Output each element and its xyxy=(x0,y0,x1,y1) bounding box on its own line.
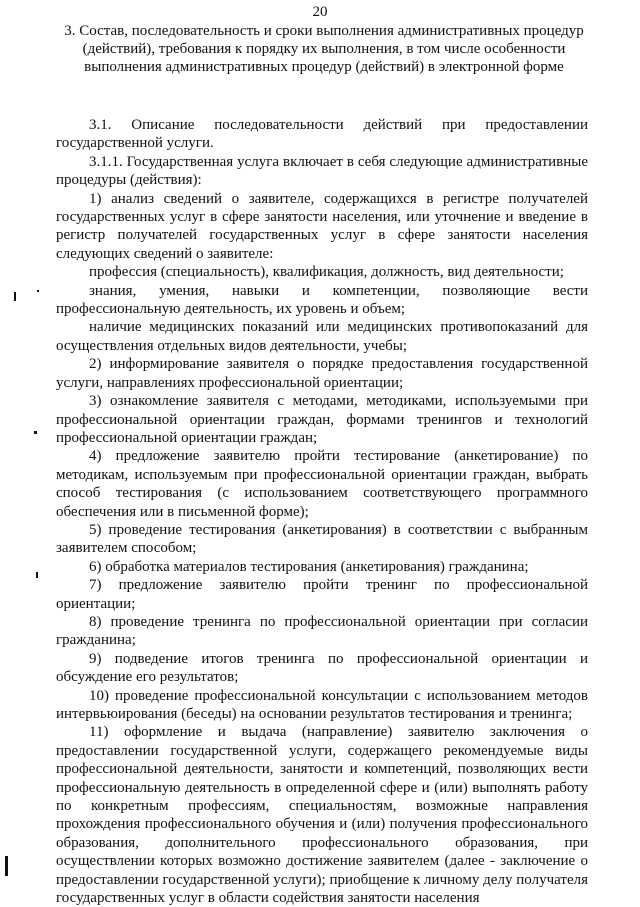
paragraph-3-1-1: 3.1.1. Государственная услуга включает в себя следующие административные процедуры (действия): xyxy=(56,153,588,189)
list-item-9: 9) подведение итогов тренинга по профессиональной ориентации и обсуждение его результатов; xyxy=(56,650,588,686)
sub-item-skills: знания, умения, навыки и компетенции, позволяющие вести профессиональную деятельность, их уровень и объем; xyxy=(56,282,588,318)
list-item-7: 7) предложение заявителю пройти тренинг по профессиональной ориентации; xyxy=(56,577,588,612)
scan-mark xyxy=(5,856,8,876)
sub-item-medical: наличие медицинских показаний или медицинских противопоказаний для осуществления отдельных видов деятельности, учебы; xyxy=(56,319,588,354)
list-item-1: 1) анализ сведений о заявителе, содержащихся в регистре получателей государственных услуг в сфере занятости населения, или уточнение и введение в регистр получателей государственных услуг в сфере занятости населения следующих сведений о заявителе: xyxy=(56,190,588,262)
scan-mark xyxy=(37,290,39,292)
scan-mark xyxy=(36,572,38,578)
scan-mark xyxy=(14,292,16,301)
list-item-8: 8) проведение тренинга по профессиональной ориентации при согласии гражданина; xyxy=(56,613,588,649)
section-heading: 3. Состав, последовательность и сроки выполнения административных процедур (действий), требования к порядку их выполнения, в том числе особенности выполнения административных процедур (действий) в электронной форме xyxy=(64,23,584,75)
page-number: 20 xyxy=(312,4,328,20)
list-item-11: 11) оформление и выдача (направление) заявителю заключения о предоставлении государственной услуги, содержащего рекомендуемые виды профессиональной деятельности, занятости и компетенций, позволяющих вести профессиональную деятельность в определенной сфере и (или) выполнять работу по конкретным профессиям, специальностям, возможные направления прохождения профессионального обучения и (или) получения профессионального образования, дополнительного профессионального образования, при осуществлении которых возможно достижение заявителем (далее - заключение о предоставлении государственной услуги); приобщение к личному делу получателя государственных услуг в области содействия занятости населения xyxy=(56,724,588,907)
list-item-3: 3) ознакомление заявителя с методами, методиками, используемыми при профессиональной ориентации граждан, формами тренингов и технологий профессиональной ориентации граждан; xyxy=(56,393,588,446)
paragraph-3-1: 3.1. Описание последовательности действий при предоставлении государственной услуги. xyxy=(56,117,588,152)
document-body xyxy=(56,116,588,907)
list-item-4: 4) предложение заявителю пройти тестирование (анкетирование) по методикам, используемым при профессиональной ориентации граждан, выбрать способ тестирования (с использованием соответствующего программного обеспечения или в письменной форме); xyxy=(56,448,588,520)
list-item-5: 5) проведение тестирования (анкетирования) в соответствии с выбранным заявителем способом; xyxy=(56,521,588,557)
list-item-10: 10) проведение профессиональной консультации с использованием методов интервьюирования (беседы) на основании результатов тестирования и тренинга; xyxy=(56,687,588,722)
scan-mark xyxy=(34,431,37,434)
list-item-2: 2) информирование заявителя о порядке предоставления государственной услуги, направлениях профессиональной ориентации; xyxy=(56,356,588,391)
list-item-6: 6) обработка материалов тестирования (анкетирования) гражданина; xyxy=(89,558,529,575)
sub-item-profession: профессия (специальность), квалификация, должность, вид деятельности; xyxy=(89,264,564,281)
